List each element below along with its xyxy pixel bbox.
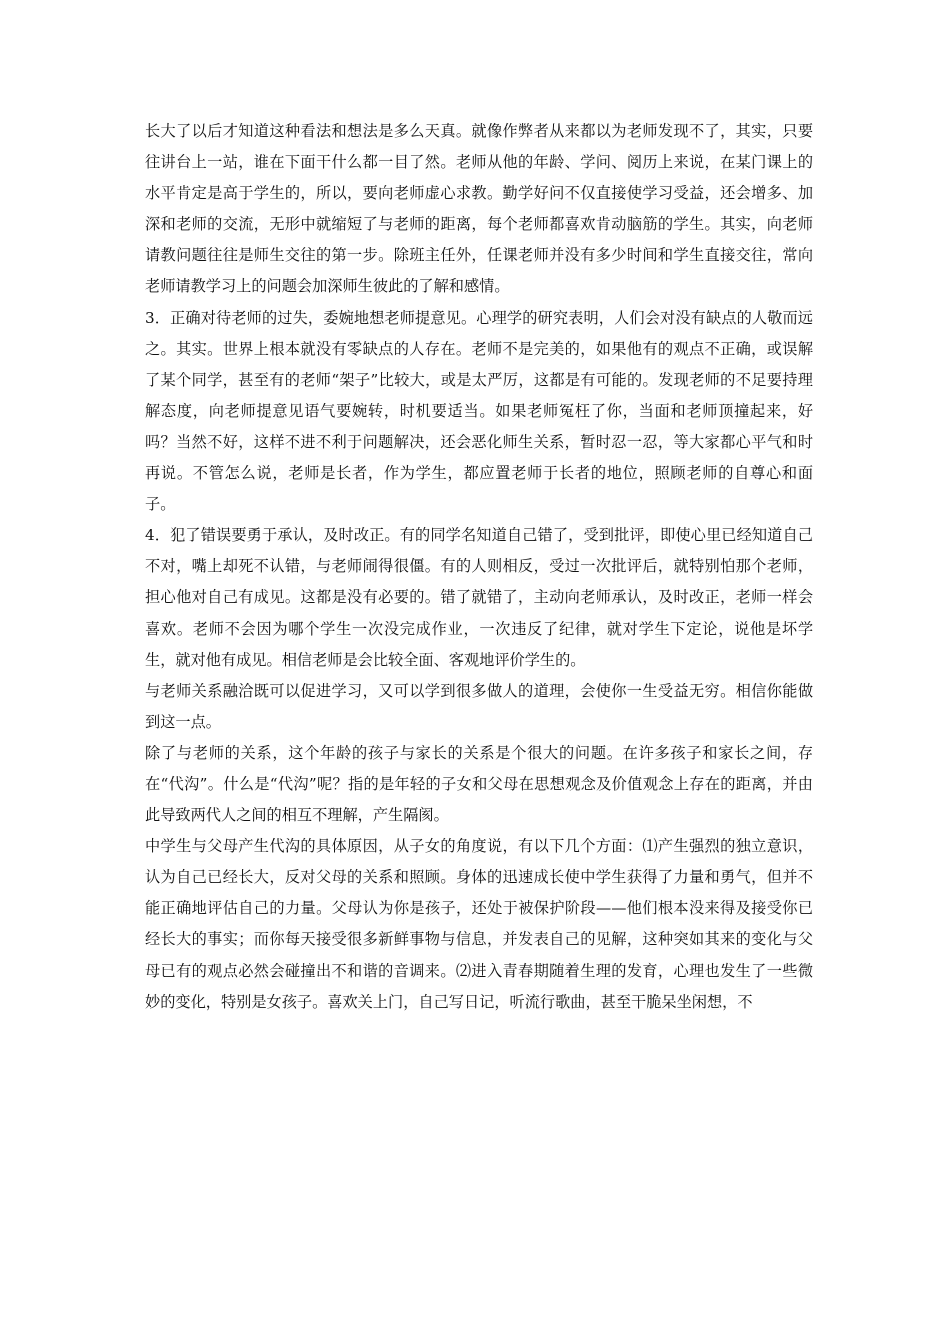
paragraph-gap-causes: 中学生与父母产生代沟的具体原因，从子女的角度说，有以下几个方面：⑴产生强烈的独立意识，认为自己已经长大，反对父母的关系和照顾。身体的迅速成长使中学生获得了力量和勇气，但并不能正确地评估自己的力量。父母认为你是孩子，还处于被保护阶段——他们根本没来得及接受你已经长大的事实；而你每天接受很多新鲜事物与信息，并发表自己的见解，这种突如其来的变化与父母已有的观点必然会碰撞出不和谐的音调来。⑵进入青春期随着生理的发育，心理也发生了一些微妙的变化，特别是女孩子。喜欢关上门，自己写日记，听流行歌曲，甚至干脆呆坐闲想，不 [145, 837, 813, 1011]
paragraph-teacher-advice: 长大了以后才知道这种看法和想法是多么天真。就像作弊者从来都以为老师发现不了，其实，只要往讲台上一站，谁在下面干什么都一目了然。老师从他的年龄、学问、阅历上来说，在某门课上的水平肯定是高于学生的，所以，要向老师虚心求教。勤学好问不仅直接使学习受益，还会增多、加深和老师的交流，无形中就缩短了与老师的距离，每个老师都喜欢肯动脑筋的学生。其实，向老师请教问题往往是师生交往的第一步。除班主任外，任课老师并没有多少时间和学生直接交往，常向老师请教学习上的问题会加深师生彼此的了解和感情。 [145, 122, 813, 296]
paragraph-point-3: 3．正确对待老师的过失，委婉地想老师提意见。心理学的研究表明，人们会对没有缺点的人敬而远之。其实。世界上根本就没有零缺点的人存在。老师不是完美的，如果他有的观点不正确，或误解了某个同学，甚至有的老师“架子”比较大，或是太严厉，这都是有可能的。发现老师的不足要持理解态度，向老师提意见语气要婉转，时机要适当。如果老师冤枉了你，当面和老师顶撞起来，好吗？当然不好，这样不进不利于问题解决，还会恶化师生关系，暂时忍一忍，等大家都心平气和时再说。不管怎么说，老师是长者，作为学生，都应置老师于长者的地位，照顾老师的自尊心和面子。 [145, 308, 813, 514]
paragraph-point-4: 4．犯了错误要勇于承认，及时改正。有的同学名知道自己错了，受到批评，即使心里已经知道自己不对，嘴上却死不认错，与老师闹得很僵。有的人则相反，受过一次批评后，就特别怕那个老师，担心他对自己有成见。这都是没有必要的。错了就错了，主动向老师承认，及时改正，老师一样会喜欢。老师不会因为哪个学生一次没完成作业，一次违反了纪律，就对学生下定论，说他是坏学生，就对他有成见。相信老师是会比较全面、客观地评价学生的。 [145, 526, 813, 669]
paragraph-generation-gap: 除了与老师的关系，这个年龄的孩子与家长的关系是个很大的问题。在许多孩子和家长之间，存在“代沟”。什么是“代沟”呢？指的是年轻的子女和父母在思想观念及价值观念上存在的距离，并由此导致两代人之间的相互不理解，产生隔阂。 [145, 743, 813, 825]
document-body [145, 116, 813, 1018]
paragraph-summary: 与老师关系融洽既可以促进学习，又可以学到很多做人的道理，会使你一生受益无穷。相信你能做到这一点。 [145, 681, 813, 731]
